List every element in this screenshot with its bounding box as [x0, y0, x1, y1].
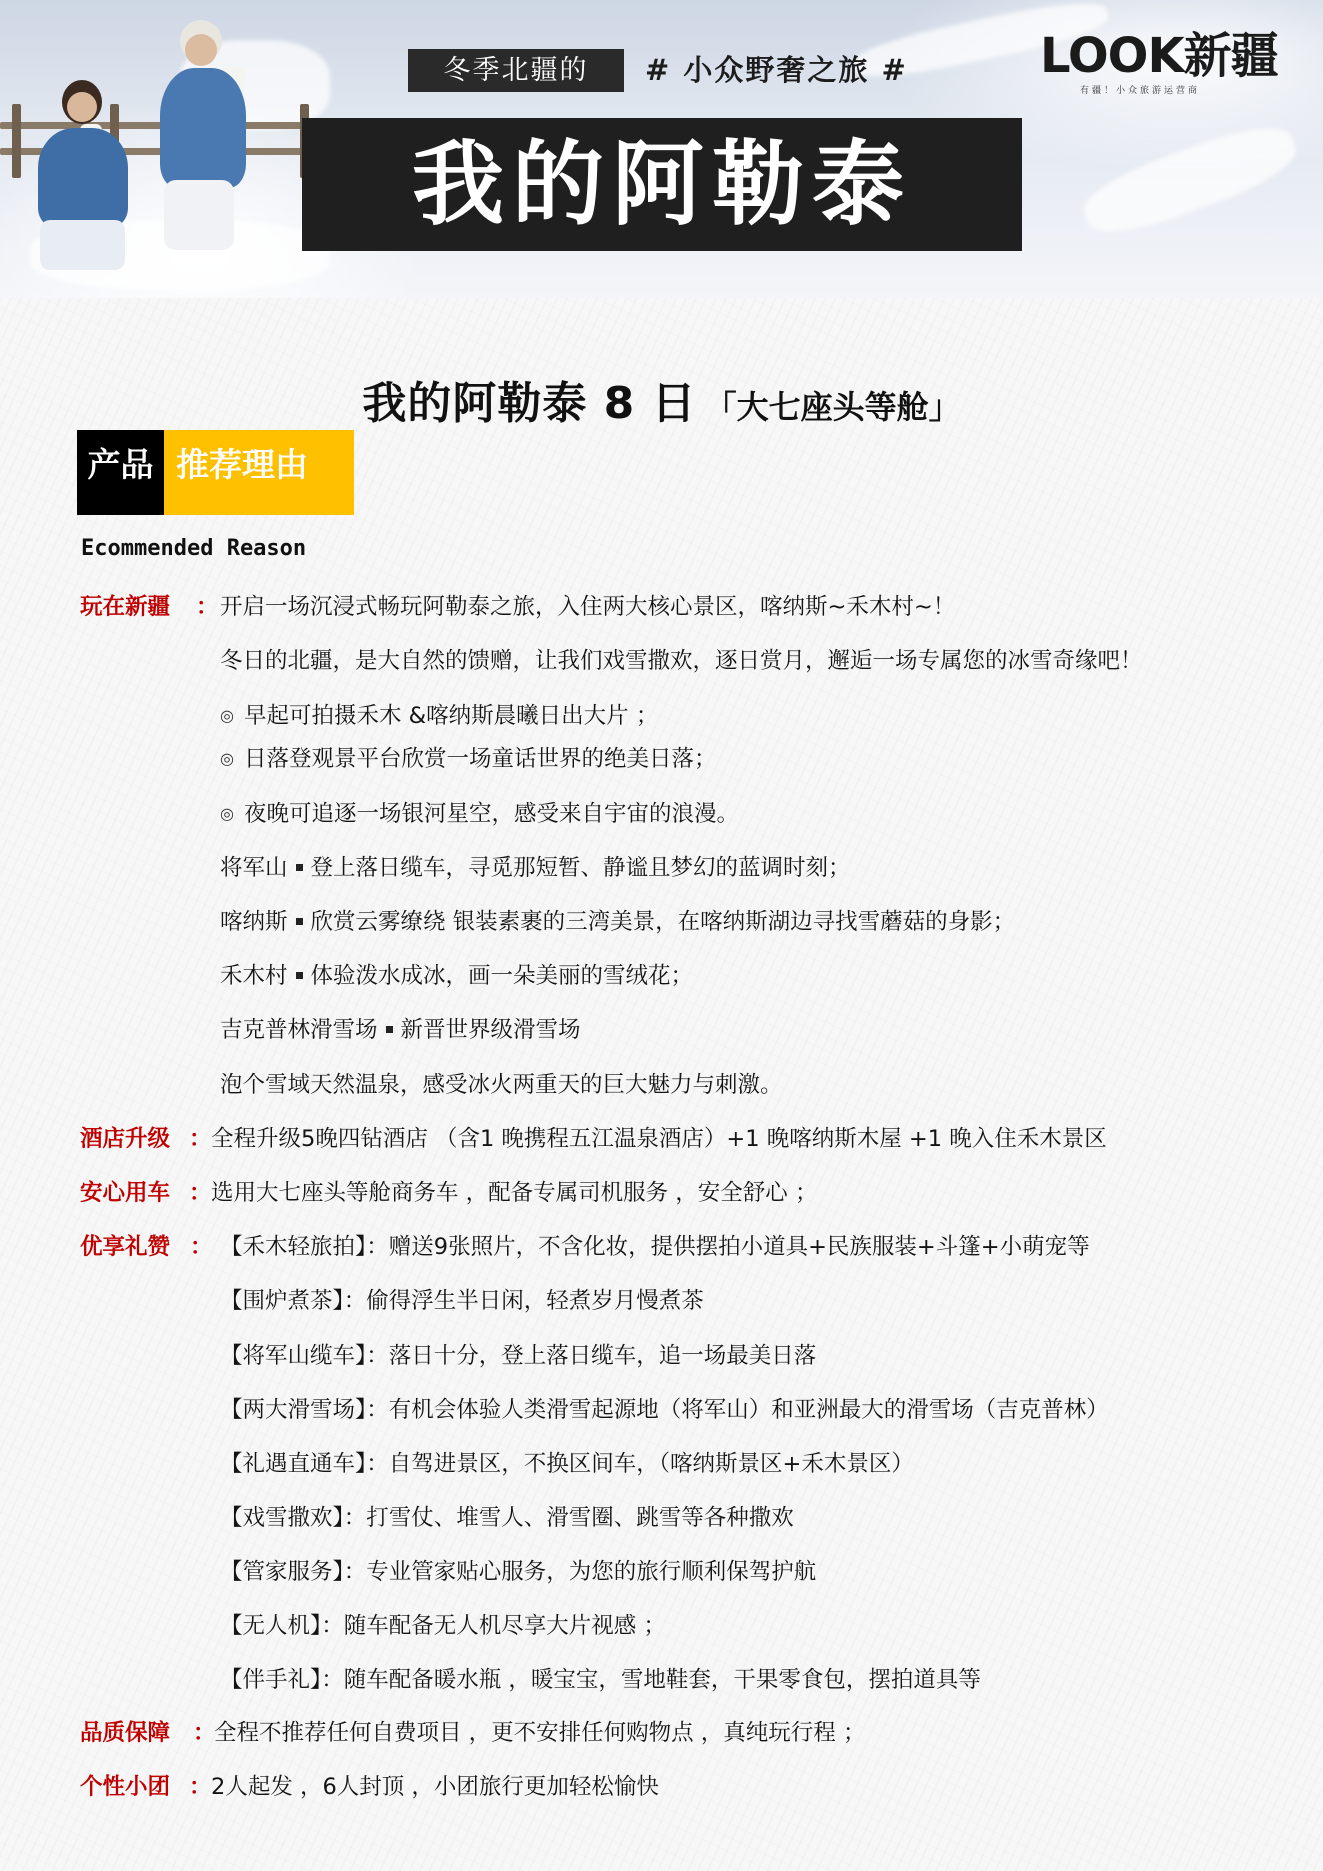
page-title-main: 我的阿勒泰 8 日 [362, 378, 697, 429]
label-hotel: 酒店升级 [80, 1126, 171, 1152]
quality-text: 全程不推荐任何自费项目 ，更不安排任何购物点 ，真纯玩行程 ； [214, 1720, 866, 1746]
label-quality-colon: ： [193, 1720, 216, 1746]
banner-title: 我的阿勒泰 [411, 131, 912, 238]
square-bullet-icon [386, 1026, 393, 1033]
play-bullet-2 [220, 739, 716, 779]
gift-item: 【将军山缆车】：落日十分，登上落日缆车，追一场最美日落 [220, 1343, 817, 1369]
spot-name: 禾木村 [220, 963, 288, 989]
label-gifts: 优享礼赞 [80, 1234, 171, 1260]
label-play-colon: ： [196, 594, 219, 620]
label-car-colon: ： [189, 1180, 212, 1206]
label-car: 安心用车 [80, 1180, 171, 1206]
snow-streak [1076, 114, 1303, 246]
play-line-1: 开启一场沉浸式畅玩阿勒泰之旅，入住两大核心景区，喀纳斯~禾木村~！ [220, 594, 956, 620]
spot-row-jikepulin [220, 1010, 581, 1050]
spot-text: 新晋世界级滑雪场 [400, 1017, 581, 1043]
group-text: 2人起发 ，6人封顶 ，小团旅行更加轻松愉快 [211, 1774, 659, 1800]
square-bullet-icon [296, 918, 303, 925]
banner-hashtag: # 小众野奢之旅 # [645, 53, 908, 87]
label-hotel-colon: ： [189, 1126, 212, 1152]
play-bullet-text: 早起可拍摄禾木 &喀纳斯晨曦日出大片 ； [243, 703, 659, 729]
hotel-text: 全程升级5晚四钻酒店 （含1 晚携程五江温泉酒店）+1 晚喀纳斯木屋 +1 晚入住禾木景区 [211, 1126, 1107, 1152]
page-title-subtitle: 「大七座头等舱」 [704, 388, 961, 426]
gift-item: 【伴手礼】：随车配备暖水瓶 ，暖宝宝，雪地鞋套，干果零食包，摆拍道具等 [220, 1667, 981, 1693]
square-bullet-icon [296, 864, 303, 871]
play-bullet-text: 夜晚可追逐一场银河星空，感受来自宇宙的浪漫。 [243, 801, 739, 827]
label-group: 个性小团 [80, 1774, 171, 1800]
spot-row-jiangjunshan [220, 848, 851, 888]
spot-text: 欣赏云雾缭绕 银装素裹的三湾美景，在喀纳斯湖边寻找雪蘑菇的身影； [310, 909, 1016, 935]
logo-tagline: 有疆！小众旅游运营商 [1080, 86, 1201, 96]
gift-item: 【围炉煮茶】：偷得浮生半日闲，轻煮岁月慢煮茶 [220, 1288, 704, 1314]
hero-banner [0, 0, 1323, 298]
gift-item: 【无人机】：随车配备无人机尽享大片视感 ； [220, 1613, 666, 1639]
label-quality: 品质保障 [80, 1720, 171, 1746]
section-tab-reason: 推荐理由 [164, 430, 354, 515]
gift-item: 【戏雪撒欢】：打雪仗、堆雪人、滑雪圈、跳雪等各种撒欢 [220, 1505, 794, 1531]
spot-name: 将军山 [220, 855, 288, 881]
banner-title-box [302, 118, 1022, 251]
square-bullet-icon [296, 972, 303, 979]
play-bullet-3 [220, 794, 739, 834]
bullet-icon: ◎ [220, 749, 234, 768]
logo-text: LOOK新疆 [1040, 28, 1278, 84]
bullet-icon: ◎ [220, 804, 234, 823]
spot-text: 体验泼水成冰，画一朵美丽的雪绒花； [310, 963, 694, 989]
section-subtitle-en: Ecommended Reason [81, 536, 307, 561]
label-play: 玩在新疆 [80, 594, 171, 620]
person-right-illustration [130, 20, 280, 270]
car-text: 选用大七座头等舱商务车 ，配备专属司机服务 ，安全舒心 ； [211, 1180, 818, 1206]
label-gifts-colon: ： [190, 1234, 213, 1260]
spot-name: 喀纳斯 [220, 909, 288, 935]
page-title [0, 367, 1323, 431]
play-line-2: 冬日的北疆，是大自然的馈赠，让我们戏雪撒欢，逐日赏月，邂逅一场专属您的冰雪奇缘吧！ [220, 648, 1143, 674]
play-line-hot-spring: 泡个雪域天然温泉，感受冰火两重天的巨大魅力与刺激。 [220, 1072, 783, 1098]
gift-item: 【禾木轻旅拍】：赠送9张照片，不含化妆，提供摆拍小道具+民族服装+斗篷+小萌宠等 [220, 1234, 1090, 1260]
play-bullet-1 [220, 696, 658, 736]
spot-text: 登上落日缆车，寻觅那短暂、静谧且梦幻的蓝调时刻； [310, 855, 851, 881]
spot-row-hemu [220, 956, 693, 996]
spot-row-kanas [220, 902, 1015, 942]
banner-tag: 冬季北疆的 [408, 49, 624, 92]
person-left-illustration [20, 80, 140, 280]
label-group-colon: ： [189, 1774, 212, 1800]
brand-logo [1040, 28, 1300, 96]
gift-item: 【管家服务】：专业管家贴心服务，为您的旅行顺利保驾护航 [220, 1559, 817, 1585]
spot-name: 吉克普林滑雪场 [220, 1017, 378, 1043]
gift-item: 【礼遇直通车】：自驾进景区，不换区间车，（喀纳斯景区+禾木景区） [220, 1451, 914, 1477]
bullet-icon: ◎ [220, 706, 234, 725]
section-tab-product: 产品 [77, 430, 164, 515]
play-bullet-text: 日落登观景平台欣赏一场童话世界的绝美日落； [243, 746, 717, 772]
gift-item: 【两大滑雪场】：有机会体验人类滑雪起源地（将军山）和亚洲最大的滑雪场（吉克普林） [220, 1397, 1109, 1423]
